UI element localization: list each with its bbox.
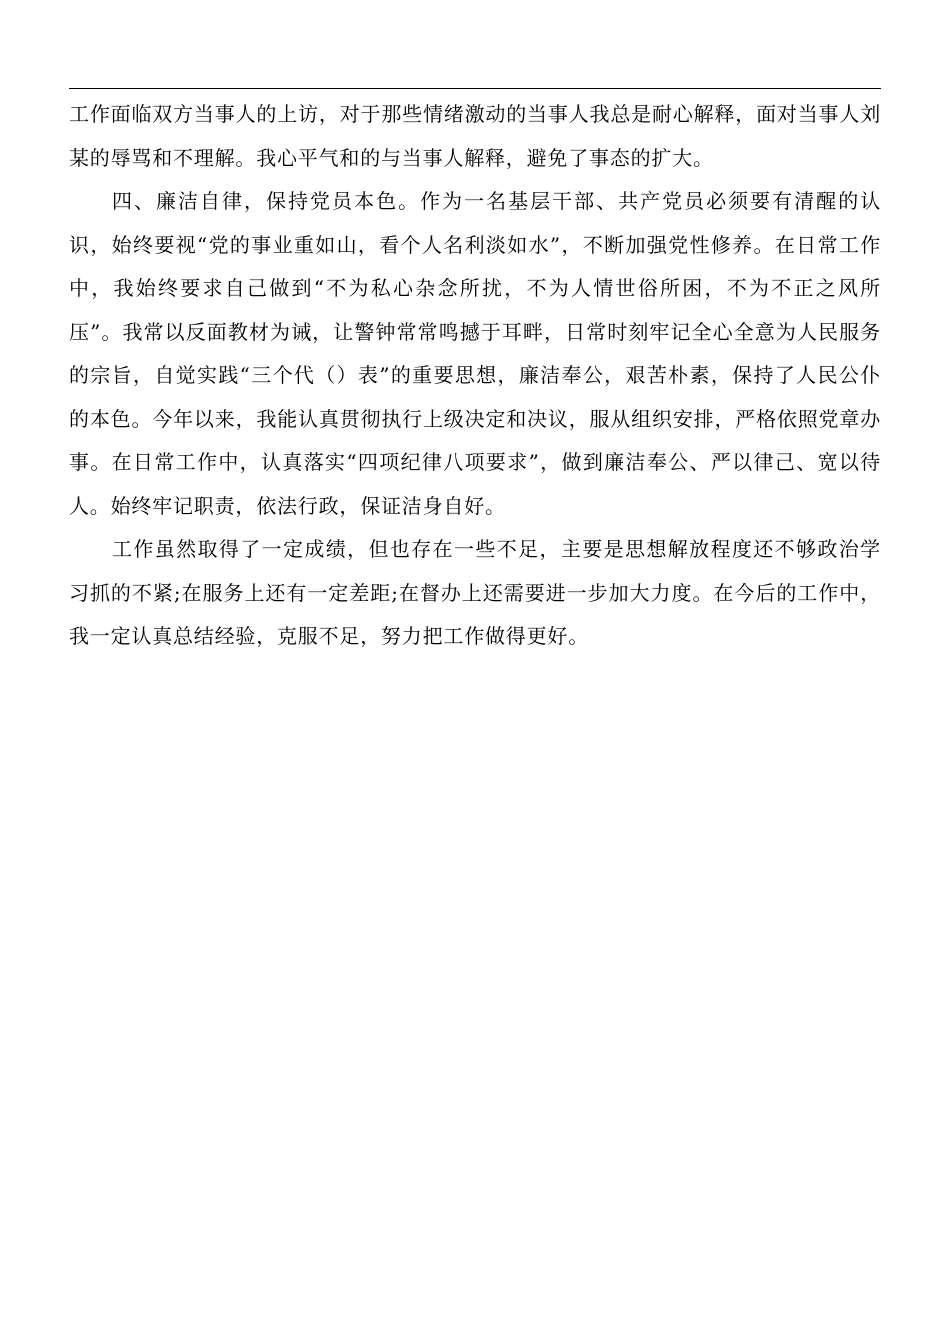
paragraph-summary: 工作虽然取得了一定成绩，但也存在一些不足，主要是思想解放程度还不够政治学习抓的不紧;在服务上还有一定差距;在督办上还需要进一步加大力度。在今后的工作中，我一定认真总结经验，克服不足，努力把工作做得更好。 xyxy=(69,537,881,648)
header-rule xyxy=(69,88,881,89)
paragraph-continuation: 工作面临双方当事人的上访，对于那些情绪激动的当事人我总是耐心解释，面对当事人刘某的辱骂和不理解。我心平气和的与当事人解释，避免了事态的扩大。 xyxy=(69,102,881,170)
document-body xyxy=(69,93,881,659)
paragraph-integrity: 四、廉洁自律，保持党员本色。作为一名基层干部、共产党员必须要有清醒的认识，始终要视“党的事业重如山，看个人名利淡如水”，不断加强党性修养。在日常工作中，我始终要求自己做到“不为私心杂念所扰，不为人情世俗所困，不为不正之风所压”。我常以反面教材为诫，让警钟常常鸣撼于耳畔，日常时刻牢记全心全意为人民服务的宗旨，自觉实践“三个代（）表”的重要思想，廉洁奉公，艰苦朴素，保持了人民公仆的本色。今年以来，我能认真贯彻执行上级决定和决议，服从组织安排，严格依照党章办事。在日常工作中，认真落实“四项纪律八项要求”，做到廉洁奉公、严以律己、宽以待人。始终牢记职责，依法行政，保证洁身自好。 xyxy=(69,189,881,518)
